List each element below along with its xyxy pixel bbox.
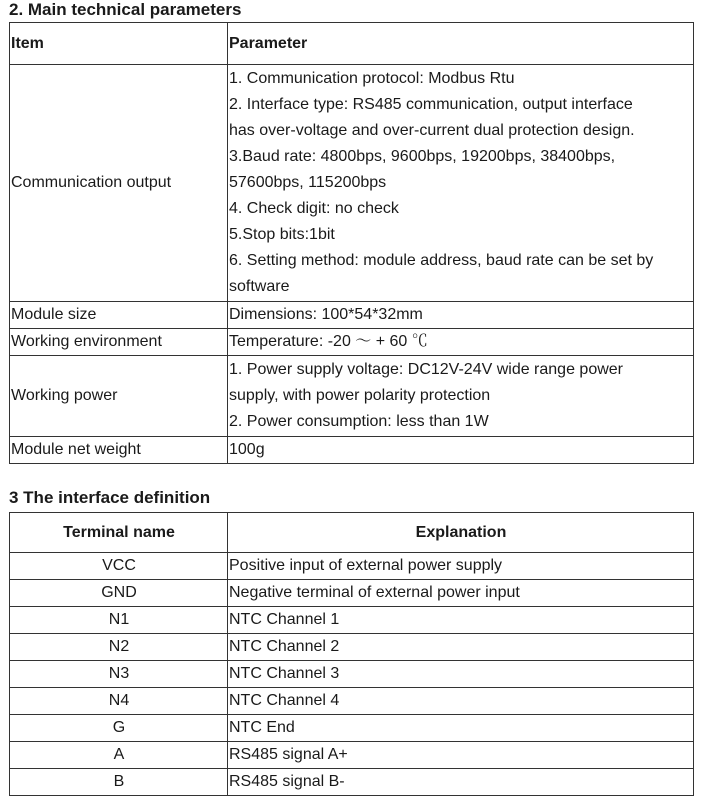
explanation-cell: NTC Channel 1 (228, 607, 694, 634)
item-cell: Module size (10, 302, 228, 329)
parameter-line: Temperature: -20 ～ + 60 ℃ (229, 333, 428, 350)
parameter-cell (228, 65, 694, 302)
terminal-cell: A (10, 742, 228, 769)
explanation-cell: NTC End (228, 715, 694, 742)
explanation-cell: RS485 signal B- (228, 769, 694, 796)
header-item: Item (10, 23, 228, 65)
parameter-cell (228, 329, 694, 356)
section-2-title: 2. Main technical parameters (9, 0, 242, 19)
table-row (10, 437, 694, 464)
table-row (10, 661, 694, 688)
parameter-line: 100g (229, 441, 265, 458)
table-header-row (10, 513, 694, 553)
parameter-cell (228, 437, 694, 464)
parameter-line: has over-voltage and over-current dual protection design. (229, 122, 635, 139)
parameter-line: supply, with power polarity protection (229, 387, 491, 404)
table-row (10, 65, 694, 302)
parameter-line: 2. Power consumption: less than 1W (229, 413, 489, 430)
item-cell: Communication output (10, 65, 228, 302)
section-3-title: 3 The interface definition (9, 488, 211, 507)
parameter-line: Dimensions: 100*54*32mm (229, 306, 423, 323)
parameter-line: 1. Power supply voltage: DC12V-24V wide range power (229, 361, 623, 378)
explanation-cell: Negative terminal of external power input (228, 580, 694, 607)
parameter-line: 3.Baud rate: 4800bps, 9600bps, 19200bps, 38400bps, (229, 148, 616, 165)
terminal-cell: G (10, 715, 228, 742)
table-row (10, 329, 694, 356)
header-explanation: Explanation (228, 513, 694, 553)
table-row (10, 769, 694, 796)
table-row (10, 302, 694, 329)
header-parameter: Parameter (228, 23, 694, 65)
table-header-row (10, 23, 694, 65)
parameter-line: 2. Interface type: RS485 communication, output interface (229, 96, 633, 113)
header-terminal-name: Terminal name (10, 513, 228, 553)
terminal-cell: N3 (10, 661, 228, 688)
parameter-line: 5.Stop bits:1bit (229, 226, 335, 243)
item-cell: Module net weight (10, 437, 228, 464)
parameter-line: 6. Setting method: module address, baud rate can be set by (229, 252, 654, 269)
terminal-cell: N1 (10, 607, 228, 634)
table-row (10, 580, 694, 607)
explanation-cell: NTC Channel 4 (228, 688, 694, 715)
table-row (10, 553, 694, 580)
table-row (10, 688, 694, 715)
technical-parameters-table (9, 22, 694, 464)
parameter-cell (228, 356, 694, 437)
interface-definition-table (9, 512, 694, 796)
terminal-cell: N4 (10, 688, 228, 715)
terminal-cell: N2 (10, 634, 228, 661)
explanation-cell: RS485 signal A+ (228, 742, 694, 769)
explanation-cell: NTC Channel 3 (228, 661, 694, 688)
parameter-line: 57600bps, 115200bps (229, 174, 387, 191)
table-row (10, 742, 694, 769)
table-row (10, 607, 694, 634)
parameter-line: software (229, 278, 290, 295)
parameter-line: 4. Check digit: no check (229, 200, 399, 217)
table-row (10, 715, 694, 742)
terminal-cell: B (10, 769, 228, 796)
explanation-cell: NTC Channel 2 (228, 634, 694, 661)
explanation-cell: Positive input of external power supply (228, 553, 694, 580)
item-cell: Working environment (10, 329, 228, 356)
terminal-cell: GND (10, 580, 228, 607)
parameter-cell (228, 302, 694, 329)
terminal-cell: VCC (10, 553, 228, 580)
parameter-line: 1. Communication protocol: Modbus Rtu (229, 70, 515, 87)
table-row (10, 356, 694, 437)
item-cell: Working power (10, 356, 228, 437)
table-row (10, 634, 694, 661)
